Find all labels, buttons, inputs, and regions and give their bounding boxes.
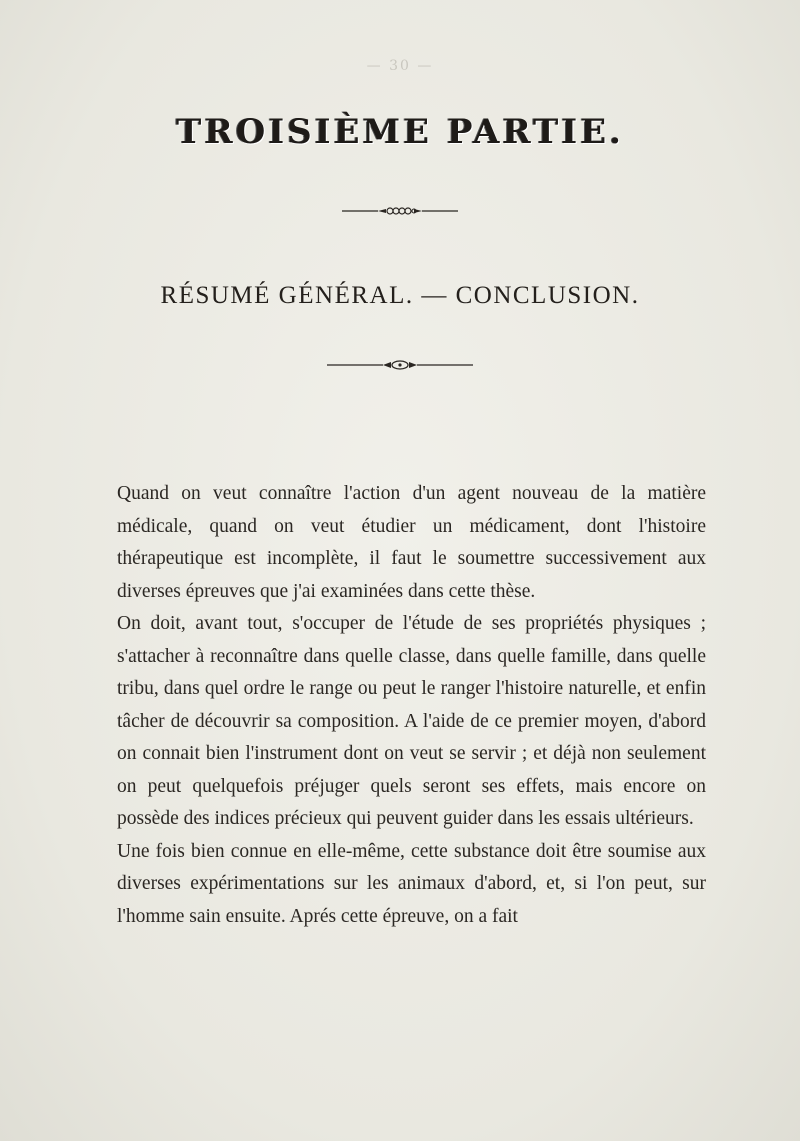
part-title: TROISIÈME PARTIE.	[176, 112, 624, 152]
ornamental-rule-top	[0, 203, 800, 222]
paragraph-1: Quand on veut connaître l'action d'un agent nouveau de la matière médicale, quand on veut étudier un médicament, dont l'histoire thérapeutique est incomplète, il faut le soumettre successivement aux diverses épreuves que j'ai examinées dans cette thèse.	[117, 483, 706, 602]
ornament-divider-icon	[340, 204, 460, 218]
body-text	[117, 478, 706, 933]
ornament-divider-icon	[325, 357, 475, 373]
paragraph-2: On doit, avant tout, s'occuper de l'étude de ses propriétés physiques ; s'attacher à reconnaître dans quelle classe, dans quelle famille, dans quelle tribu, dans quel ordre le range ou peut le ranger l'histoire naturelle, et enfin tâcher de découvrir sa composition. A l'aide de ce premier moyen, d'abord on connait bien l'instrument dont on veut se servir ; et déjà non seulement on peut quelquefois préjuger quels seront ses effets, mais encore on possède des indices précieux qui peuvent guider dans les essais ultérieurs.	[117, 613, 706, 829]
paragraph-3: Une fois bien connue en elle-même, cette substance doit être soumise aux diverses expérimentations sur les animaux d'abord, et, si l'on peut, sur l'homme sain ensuite. Aprés cette épreuve, on a fait	[117, 840, 706, 927]
page-number: — 30 —	[366, 58, 434, 74]
section-title: RÉSUMÉ GÉNÉRAL. — CONCLUSION.	[160, 282, 640, 309]
ornamental-rule-bottom	[0, 357, 800, 377]
